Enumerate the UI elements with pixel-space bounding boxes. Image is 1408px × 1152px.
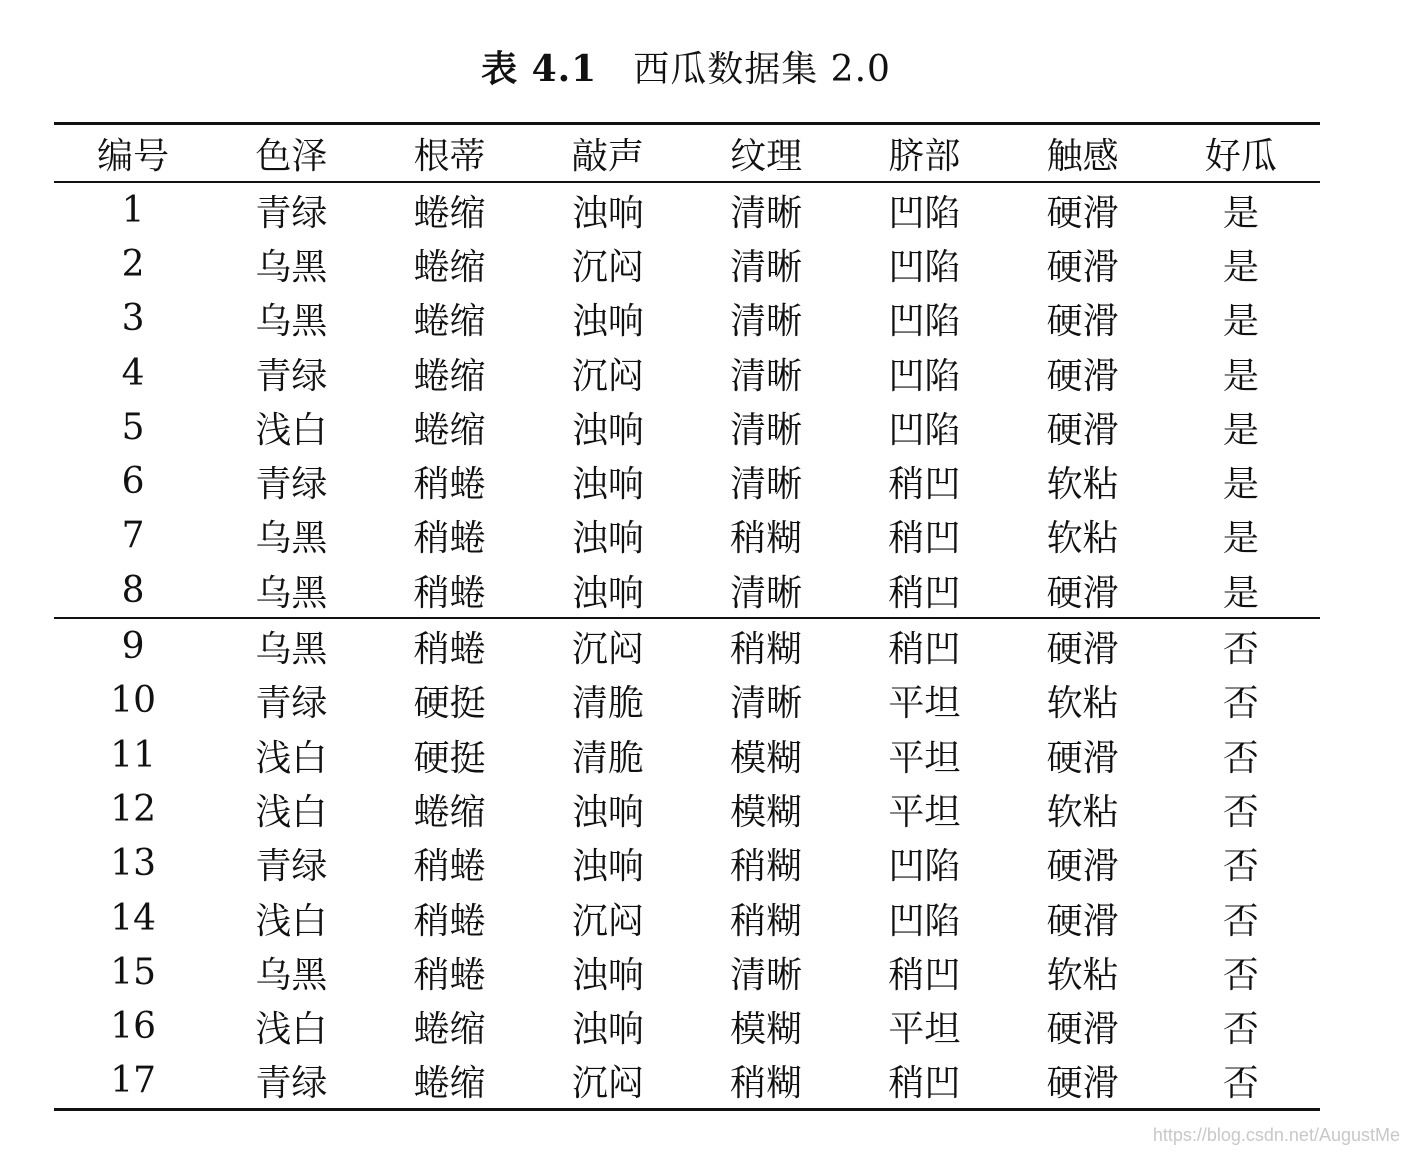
table-cell: 青绿 [255,1063,328,1105]
table-cell: 稍糊 [730,846,803,888]
table-cell: 是 [1222,301,1259,343]
table-cell: 是 [1222,518,1259,560]
row-id-cell: 2 [121,243,145,285]
table-cell: 硬滑 [1046,737,1119,779]
table-cell: 沉闷 [571,1063,644,1105]
table-cell: 软粘 [1046,518,1119,560]
table-cell: 青绿 [255,846,328,888]
table-cell: 硬滑 [1046,301,1119,343]
table-cell: 清晰 [730,192,803,234]
table-cell: 浊响 [571,464,644,506]
table-cell: 清脆 [571,737,644,779]
table-cell: 否 [1222,1063,1259,1105]
table-cell: 平坦 [888,791,961,833]
table-caption [0,44,1372,95]
table-row [54,237,1320,291]
table-row [54,999,1320,1053]
table-row [54,346,1320,400]
table-cell: 浊响 [571,572,644,614]
table-cell: 模糊 [730,737,803,779]
table-cell: 硬滑 [1046,629,1119,671]
table-cell: 是 [1222,246,1259,288]
table-cell: 浅白 [255,791,328,833]
table-cell: 稍糊 [730,1063,803,1105]
table-cell: 软粘 [1046,791,1119,833]
table-cell: 蜷缩 [413,1063,486,1105]
table-cell: 蜷缩 [413,409,486,451]
table-cell: 青绿 [255,192,328,234]
row-id-cell: 12 [110,788,157,830]
table-cell: 否 [1222,791,1259,833]
table-cell: 平坦 [888,737,961,779]
table-cell: 稍凹 [888,464,961,506]
table-cell: 凹陷 [888,301,961,343]
table-cell: 清脆 [571,683,644,725]
table-cell: 凹陷 [888,409,961,451]
table-cell: 稍糊 [730,629,803,671]
table-cell: 浅白 [255,1009,328,1051]
table-cell: 浊响 [571,301,644,343]
table-cell: 否 [1222,846,1259,888]
row-id-cell: 1 [121,189,145,231]
table-cell: 硬滑 [1046,355,1119,397]
table-cell: 凹陷 [888,192,961,234]
table-row [54,563,1320,618]
column-header: 色泽 [255,135,328,177]
table-cell: 是 [1222,572,1259,614]
caption-label: 表 4.1 [481,48,598,90]
table-cell: 硬挺 [413,737,486,779]
table-cell: 浊响 [571,791,644,833]
table-cell: 硬挺 [413,683,486,725]
table-cell: 硬滑 [1046,1009,1119,1051]
table-cell: 否 [1222,1009,1259,1051]
table-cell: 沉闷 [571,355,644,397]
table-cell: 稍凹 [888,629,961,671]
table-row [54,782,1320,836]
table-cell: 是 [1222,464,1259,506]
table-cell: 清晰 [730,954,803,996]
table-cell: 硬滑 [1046,192,1119,234]
watermelon-dataset-table [54,122,1320,1111]
row-id-cell: 13 [110,843,157,885]
row-id-cell: 6 [121,461,145,503]
column-header: 纹理 [730,135,803,177]
table-cell: 清晰 [730,246,803,288]
caption-title: 西瓜数据集 2.0 [633,49,891,90]
table-cell: 青绿 [255,464,328,506]
table-cell: 浊响 [571,192,644,234]
table-cell: 稍糊 [730,900,803,942]
table-cell: 清晰 [730,464,803,506]
table-cell: 沉闷 [571,246,644,288]
table-cell: 稍蜷 [413,900,486,942]
table-cell: 硬滑 [1046,846,1119,888]
row-id-cell: 9 [121,626,145,668]
table-cell: 是 [1222,355,1259,397]
table-cell: 模糊 [730,1009,803,1051]
row-id-cell: 4 [121,352,145,394]
table-cell: 浅白 [255,409,328,451]
table-row [54,454,1320,508]
table-cell: 浅白 [255,737,328,779]
table-cell: 否 [1222,629,1259,671]
table-cell: 清晰 [730,355,803,397]
table-cell: 稍蜷 [413,954,486,996]
table-cell: 浊响 [571,954,644,996]
table-row [54,837,1320,891]
table-row [54,182,1320,237]
table-cell: 稍蜷 [413,629,486,671]
column-header: 编号 [97,135,170,177]
table-cell: 乌黑 [255,246,328,288]
table-row [54,618,1320,673]
table-cell: 蜷缩 [413,1009,486,1051]
column-header: 脐部 [888,135,961,177]
table-cell: 浊响 [571,518,644,560]
row-id-cell: 17 [110,1060,157,1102]
table-cell: 硬滑 [1046,409,1119,451]
column-header: 敲声 [571,135,644,177]
table-cell: 蜷缩 [413,355,486,397]
table-row [54,891,1320,945]
table-cell: 乌黑 [255,518,328,560]
table-cell: 乌黑 [255,629,328,671]
column-header: 好瓜 [1204,135,1277,177]
table-row [54,728,1320,782]
table-cell: 凹陷 [888,900,961,942]
table-cell: 稍蜷 [413,846,486,888]
table-cell: 沉闷 [571,629,644,671]
table-row [54,292,1320,346]
table-cell: 沉闷 [571,900,644,942]
table-cell: 硬滑 [1046,900,1119,942]
row-id-cell: 5 [121,406,145,448]
row-id-cell: 8 [121,569,145,611]
table-cell: 凹陷 [888,246,961,288]
table-row [54,400,1320,454]
table-cell: 否 [1222,737,1259,779]
table-body [54,182,1320,1110]
table-cell: 青绿 [255,355,328,397]
table-cell: 乌黑 [255,572,328,614]
table-cell: 稍蜷 [413,464,486,506]
table-cell: 软粘 [1046,954,1119,996]
table-cell: 稍凹 [888,518,961,560]
table-cell: 浊响 [571,409,644,451]
table-cell: 平坦 [888,1009,961,1051]
row-id-cell: 3 [121,298,145,340]
table-cell: 是 [1222,192,1259,234]
table-cell: 否 [1222,900,1259,942]
table-cell: 清晰 [730,301,803,343]
table-row [54,1054,1320,1110]
row-id-cell: 11 [110,734,157,776]
row-id-cell: 16 [110,1006,157,1048]
table-cell: 软粘 [1046,683,1119,725]
table-cell: 蜷缩 [413,791,486,833]
watermelon-table-container [54,122,1320,1111]
table-cell: 硬滑 [1046,1063,1119,1105]
table-cell: 模糊 [730,791,803,833]
table-cell: 浊响 [571,1009,644,1051]
table-cell: 稍蜷 [413,518,486,560]
table-row [54,509,1320,563]
table-cell: 浅白 [255,900,328,942]
table-cell: 凹陷 [888,846,961,888]
table-cell: 软粘 [1046,464,1119,506]
watermark-text: https://blog.csdn.net/AugustMe [1152,1125,1400,1145]
table-cell: 清晰 [730,409,803,451]
header-row [54,124,1320,183]
column-header: 根蒂 [413,135,486,177]
table-cell: 乌黑 [255,954,328,996]
table-cell: 稍凹 [888,1063,961,1105]
table-cell: 乌黑 [255,301,328,343]
table-cell: 蜷缩 [413,192,486,234]
table-cell: 稍蜷 [413,572,486,614]
table-cell: 平坦 [888,683,961,725]
table-cell: 清晰 [730,572,803,614]
table-cell: 蜷缩 [413,301,486,343]
table-cell: 硬滑 [1046,246,1119,288]
table-cell: 青绿 [255,683,328,725]
table-cell: 是 [1222,409,1259,451]
table-cell: 稍凹 [888,572,961,614]
table-row [54,674,1320,728]
row-id-cell: 15 [110,951,157,993]
table-cell: 蜷缩 [413,246,486,288]
table-cell: 稍凹 [888,954,961,996]
table-cell: 否 [1222,683,1259,725]
row-id-cell: 7 [121,515,145,557]
table-header [54,124,1320,183]
table-cell: 清晰 [730,683,803,725]
row-id-cell: 14 [110,897,157,939]
table-row [54,945,1320,999]
table-cell: 浊响 [571,846,644,888]
table-cell: 凹陷 [888,355,961,397]
row-id-cell: 10 [110,680,157,722]
column-header: 触感 [1046,135,1119,177]
table-cell: 硬滑 [1046,572,1119,614]
table-cell: 稍糊 [730,518,803,560]
table-cell: 否 [1222,954,1259,996]
